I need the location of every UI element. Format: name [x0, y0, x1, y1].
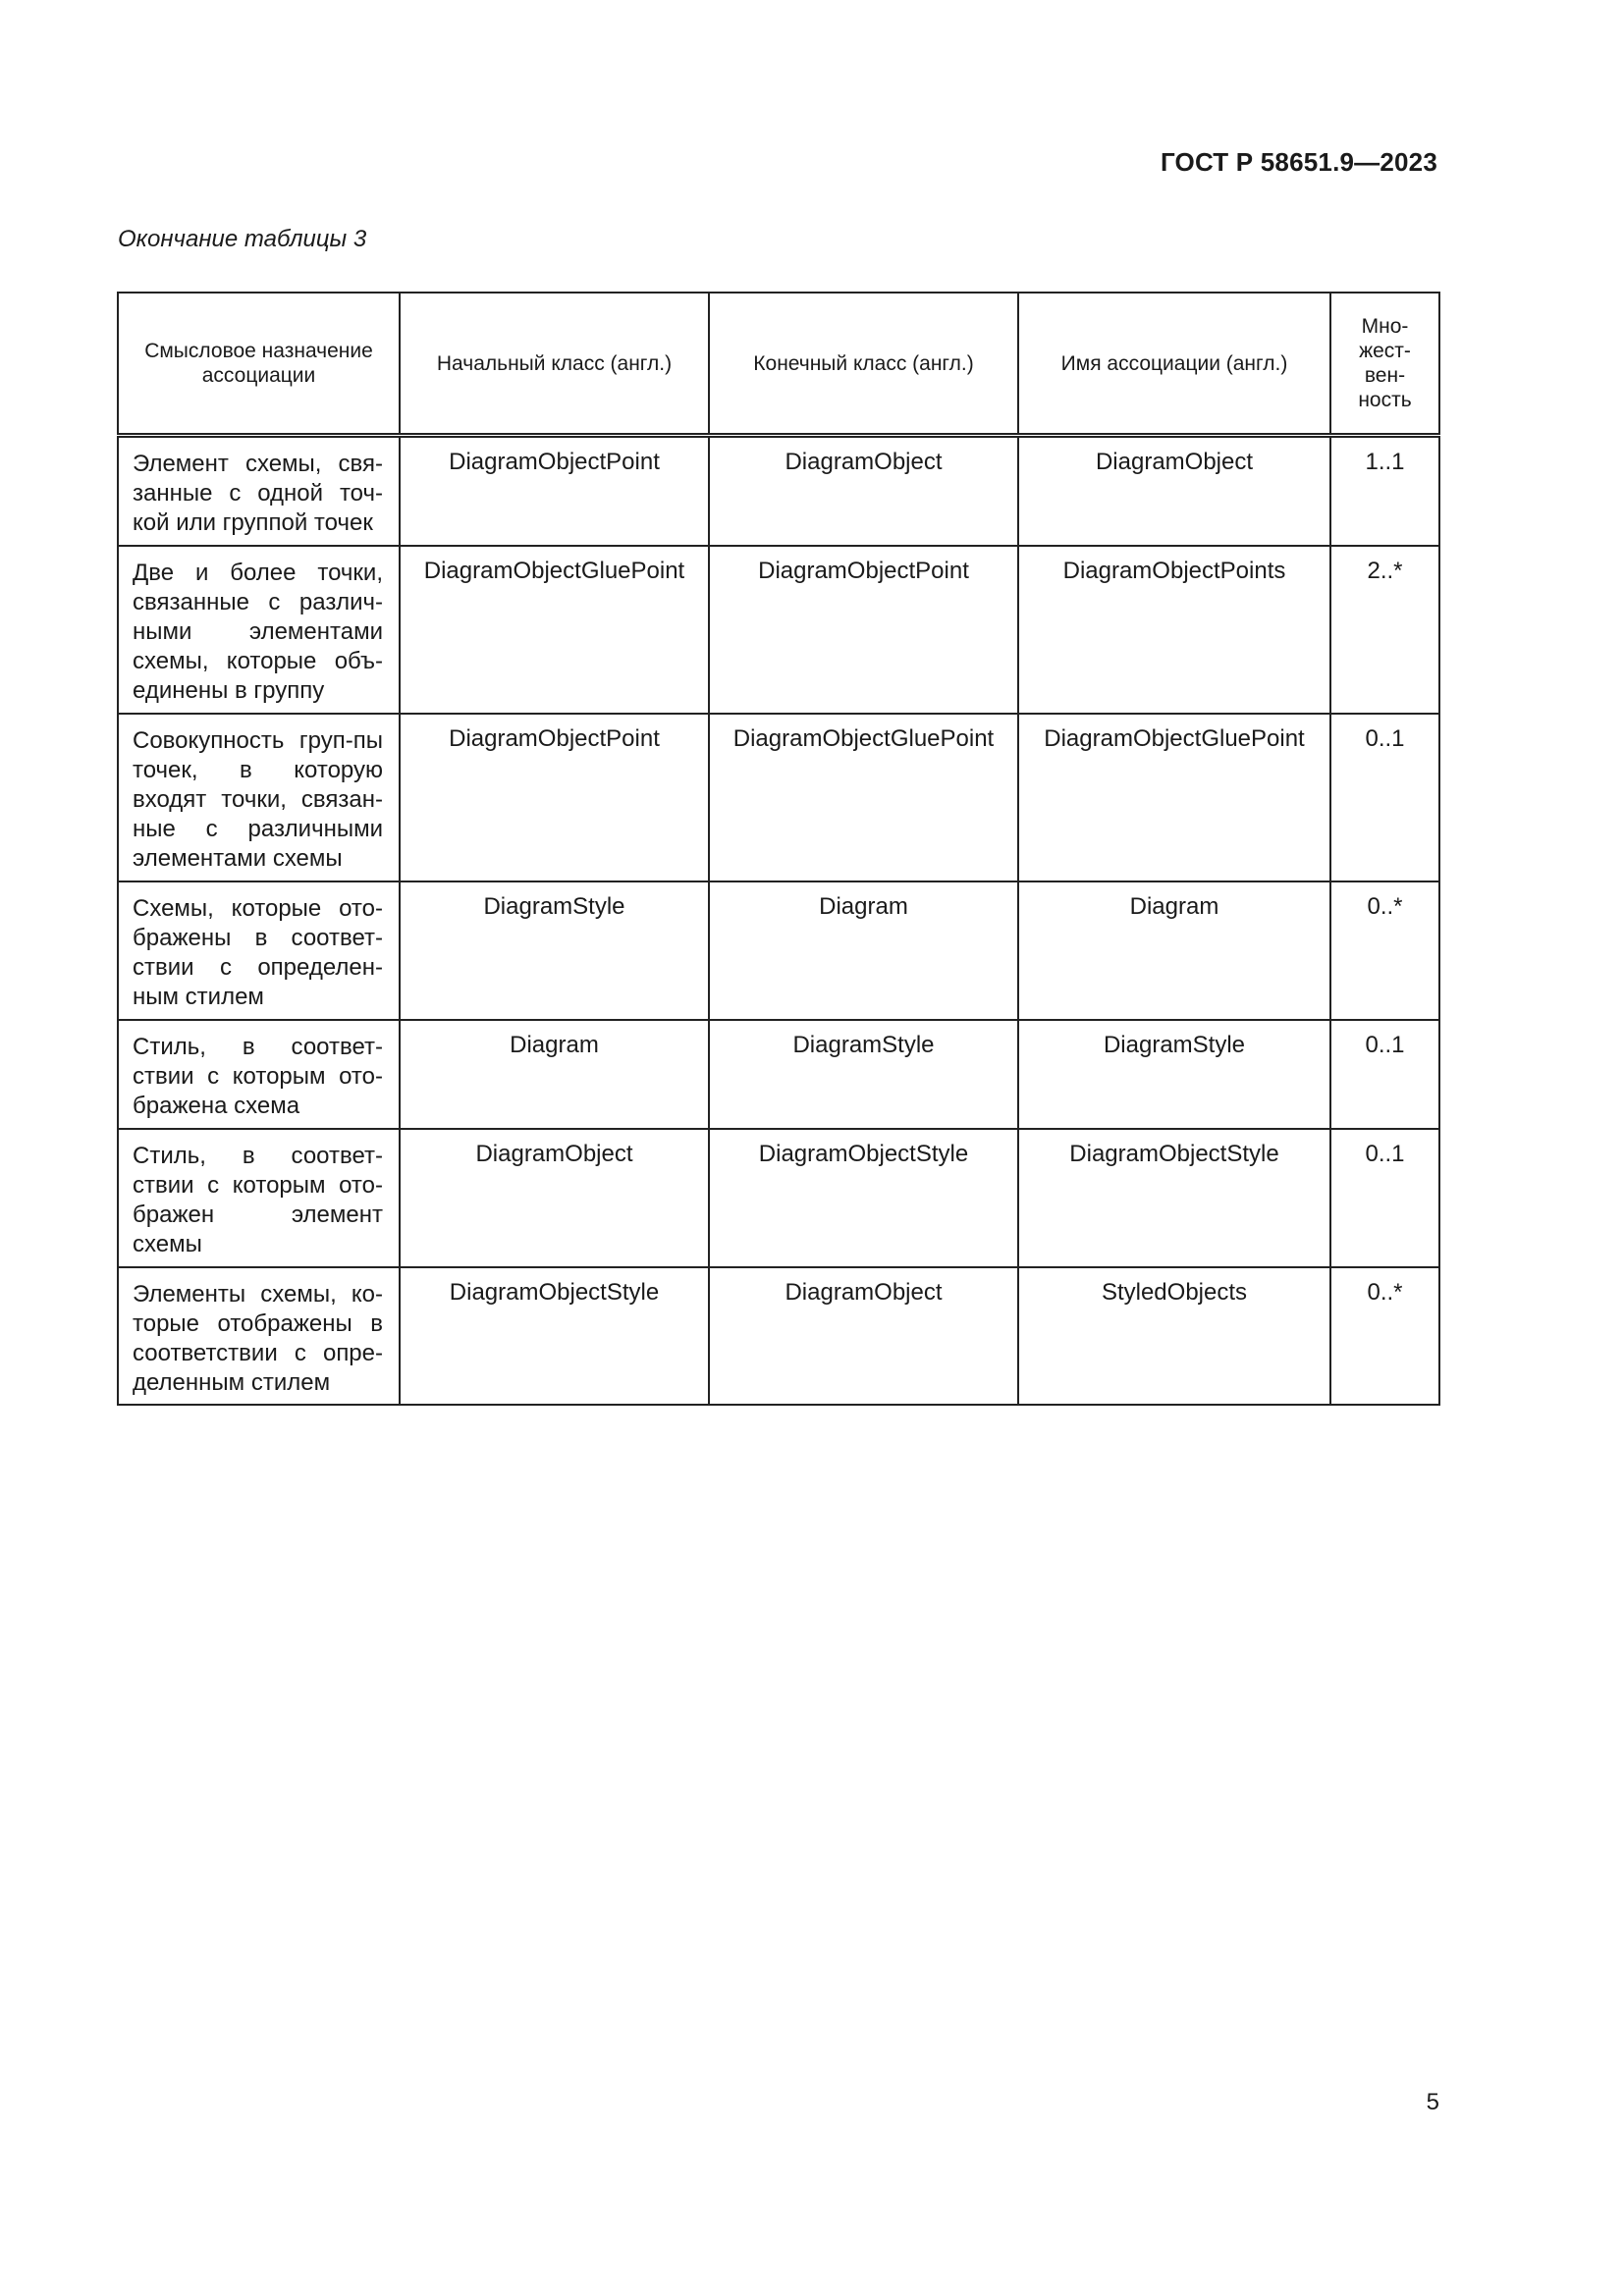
cell-purpose: Стиль, в соответ-ствии с которым ото-бражен элемент схемы [118, 1129, 400, 1267]
cell-purpose: Элементы схемы, ко-торые отображены в соответствии с опре-деленным стилем [118, 1267, 400, 1405]
cell-multiplicity: 0..1 [1330, 1020, 1439, 1129]
cell-end-class: Diagram [709, 881, 1018, 1020]
cell-multiplicity: 0..* [1330, 1267, 1439, 1405]
cell-purpose: Совокупность груп-пы точек, в которую входят точки, связан-ные с различными элементами схемы [118, 714, 400, 881]
table-row [118, 881, 1439, 1020]
cell-start-class: DiagramObjectStyle [400, 1267, 709, 1405]
cell-start-class: DiagramStyle [400, 881, 709, 1020]
page-number: 5 [1426, 2089, 1439, 2115]
association-table [117, 292, 1440, 1406]
cell-association-name: DiagramObject [1018, 436, 1330, 546]
table-row [118, 546, 1439, 714]
cell-association-name: DiagramStyle [1018, 1020, 1330, 1129]
column-header-purpose: Смысловое назначение ассоциации [118, 293, 400, 436]
table-row [118, 714, 1439, 881]
cell-start-class: Diagram [400, 1020, 709, 1129]
cell-multiplicity: 0..* [1330, 881, 1439, 1020]
table-caption: Окончание таблицы 3 [118, 226, 367, 252]
column-header-association-name: Имя ассоциации (англ.) [1018, 293, 1330, 436]
cell-multiplicity: 0..1 [1330, 1129, 1439, 1267]
cell-start-class: DiagramObjectGluePoint [400, 546, 709, 714]
cell-purpose: Две и более точки, связанные с различ-ными элементами схемы, которые объ-единены в группу [118, 546, 400, 714]
cell-end-class: DiagramObjectGluePoint [709, 714, 1018, 881]
cell-end-class: DiagramObject [709, 436, 1018, 546]
cell-end-class: DiagramObjectStyle [709, 1129, 1018, 1267]
cell-association-name: DiagramObjectGluePoint [1018, 714, 1330, 881]
cell-start-class: DiagramObjectPoint [400, 436, 709, 546]
cell-association-name: StyledObjects [1018, 1267, 1330, 1405]
cell-association-name: DiagramObjectPoints [1018, 546, 1330, 714]
table-row [118, 1020, 1439, 1129]
table-row [118, 1267, 1439, 1405]
document-code: ГОСТ Р 58651.9—2023 [1160, 147, 1437, 177]
column-header-multiplicity: Мно-жест-вен-ность [1330, 293, 1439, 436]
cell-purpose: Схемы, которые ото-бражены в соответ-ствии с определен-ным стилем [118, 881, 400, 1020]
cell-start-class: DiagramObject [400, 1129, 709, 1267]
cell-start-class: DiagramObjectPoint [400, 714, 709, 881]
cell-end-class: DiagramObject [709, 1267, 1018, 1405]
cell-association-name: Diagram [1018, 881, 1330, 1020]
cell-multiplicity: 2..* [1330, 546, 1439, 714]
cell-purpose: Элемент схемы, свя-занные с одной точ-кой или группой точек [118, 436, 400, 546]
cell-end-class: DiagramStyle [709, 1020, 1018, 1129]
cell-multiplicity: 1..1 [1330, 436, 1439, 546]
table-row [118, 436, 1439, 546]
cell-multiplicity: 0..1 [1330, 714, 1439, 881]
table-header-row [118, 293, 1439, 436]
table-row [118, 1129, 1439, 1267]
cell-end-class: DiagramObjectPoint [709, 546, 1018, 714]
column-header-start-class: Начальный класс (англ.) [400, 293, 709, 436]
cell-association-name: DiagramObjectStyle [1018, 1129, 1330, 1267]
cell-purpose: Стиль, в соответ-ствии с которым ото-бражена схема [118, 1020, 400, 1129]
column-header-end-class: Конечный класс (англ.) [709, 293, 1018, 436]
